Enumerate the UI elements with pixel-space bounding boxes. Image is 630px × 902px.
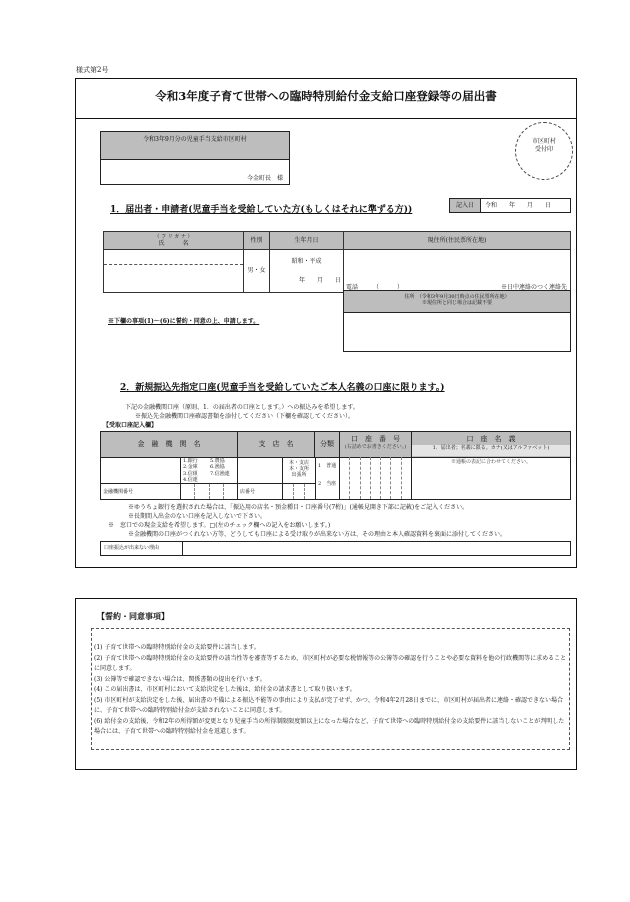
bank-name-header: 金 融 機 関 名: [101, 432, 238, 457]
name-label: 氏 名: [158, 239, 189, 247]
account-type-1: 1 普通: [318, 463, 337, 469]
bank-type-options[interactable]: [181, 458, 238, 483]
pledge-heading: 【誓約・同意事項】: [97, 611, 169, 621]
reception-stamp-area: [515, 122, 573, 180]
previous-address-label: 住所 （令和3年9月30日時点の住民票所在地）: [404, 294, 510, 300]
previous-address-note: ※現住所と同じ場合は記載不要: [421, 300, 492, 306]
section2-intro-note: ※振込先金融機関口座確認書類を添付してください（下欄を確認してください）。: [135, 413, 355, 420]
account-holder-header: 口 座 名 義: [466, 435, 516, 443]
note-dormant: ※長期間入出金のない口座を記入しないで下さい。: [128, 513, 267, 520]
bank-code-digits[interactable]: [181, 483, 238, 499]
sex-field[interactable]: 男・女: [244, 250, 270, 293]
bank-type-2: 2.金庫: [183, 464, 198, 471]
branch-type-1: 本・支店: [288, 460, 309, 466]
section1-heading: 1．届出者・申請者(児童手当を受給していた方(もしくはそれに準ずる方)): [110, 205, 413, 215]
account-holder-sub2: ※通帳の表記に合わせてください。: [450, 459, 531, 465]
dob-ymd: 年 月 日: [298, 277, 341, 284]
bank-code-label: 金融機関番号: [103, 489, 134, 495]
form-number: 様式第2号: [76, 66, 109, 74]
no-account-reason-field[interactable]: [183, 542, 570, 555]
account-holder-field[interactable]: [412, 468, 570, 499]
section2-intro: 下記の金融機関口座（原則、1．の届出者の口座とします。）への振込みを希望します。: [125, 404, 359, 411]
sex-header: 性別: [244, 232, 270, 250]
bank-name-field[interactable]: [101, 457, 181, 483]
no-account-reason-label: 口座振込が出来ない理由: [101, 542, 183, 555]
bank-type-4: 4.信連: [183, 476, 198, 483]
account-number-field[interactable]: [340, 457, 412, 499]
bank-type-5: 5.農協: [210, 458, 225, 464]
branch-code-field[interactable]: [238, 483, 283, 499]
address-field[interactable]: [344, 250, 571, 293]
note-cash-pickup: ※ 窓口での現金支給を希望します。□(左のチェック欄への記入をお願いします。): [108, 522, 331, 529]
branch-type-options[interactable]: [283, 460, 315, 478]
pledge-item-6: (6) 給付金の支給後、令和2年の所得額が変更となり児童手当の所得制限限度額以上になった場合など、子育て世帯への臨時特別給付金の支給要件に該当しないことが判明した場合には、子育て世帯への臨時特別給付金を返還します。: [94, 717, 565, 735]
pledge-note: ※下欄の事項(1)～(6)に誓約・同意の上、申請します。: [108, 318, 260, 325]
previous-address-header: [344, 291, 570, 313]
entry-date-field[interactable]: 令和 年 月 日: [485, 202, 552, 209]
pledge-item-1: (1) 子育て世帯への臨時特別給付金の支給要件に該当します。: [94, 644, 260, 651]
address-header: 現住所(住民票所在地): [344, 232, 571, 250]
account-holder-sub1: 1．届出者；名義に限る。カナ(又はアルファベット): [412, 445, 570, 456]
pledge-item-2: (2) 子育て世帯への臨時特別給付金の支給要件の該当性等を審査等するため、市区町村が必要な税情報等の公簿等の確認を行うことや必要な資料を他の行政機関等に求めることに同意します。: [94, 654, 567, 672]
no-account-reason-box: [100, 541, 571, 556]
branch-name-field[interactable]: [238, 457, 283, 483]
note-no-account: ※金融機関の口座がつくれない方等、どうしても口座による受け取りが出来ない方は、その理由と本人確認資料を裏面に添付してください。: [128, 531, 507, 538]
phone-note: ※日中連絡のつく連絡先: [500, 283, 567, 291]
title-divider: [76, 118, 576, 119]
account-type-2: 2 当座: [318, 481, 337, 487]
account-number-label: 口 座 番 号: [351, 435, 400, 443]
branch-type-2: 本・支所: [288, 466, 309, 472]
branch-name-header: 支 店 名: [238, 432, 315, 457]
phone-field[interactable]: 電話 （ ）: [346, 283, 404, 291]
previous-address-box[interactable]: [343, 290, 571, 352]
pledge-item-4: (4) この届出書は、市区町村において支給決定をした後は、給付金の請求書として取り扱います。: [94, 686, 356, 693]
branch-type-3: 出張所: [291, 472, 307, 478]
bank-type-3: 3.信組: [183, 470, 198, 477]
bank-code-field[interactable]: [101, 483, 181, 499]
applicant-table: [103, 231, 571, 293]
recipient-box: [100, 131, 290, 185]
account-number-sub: (右詰めでお書きください。): [344, 444, 407, 451]
name-header: [104, 232, 244, 250]
form-title: 令和3年度子育て世帯への臨時特別給付金支給口座登録等の届出書: [155, 89, 497, 103]
name-field[interactable]: [104, 250, 244, 293]
branch-code-digits[interactable]: [283, 483, 315, 499]
recipient-heading: 令和3年9月分の児童手当支給市区町村: [101, 132, 289, 160]
recipient-name: 今金町長 様: [246, 174, 283, 182]
account-number-header: [340, 432, 412, 457]
furigana-label: （ フ リ ガ ナ ）: [154, 233, 193, 240]
branch-code-label: 店番号: [240, 489, 256, 495]
bank-type-6: 6.漁協: [210, 464, 225, 471]
stamp-label-1: 市区町村: [531, 138, 556, 145]
entry-date-box: [449, 198, 571, 213]
bank-type-7: 7.信漁連: [210, 470, 230, 477]
dob-header: 生年月日: [270, 232, 344, 250]
era-options: 昭和・平成: [291, 257, 322, 265]
note-yucho: ※ゆうちょ銀行を選択された場合は、「振込用の店名・預金種目・口座番号(7桁)」(通帳見開き下部に記載)をご記入ください。: [128, 504, 469, 511]
account-type-options[interactable]: [315, 457, 340, 499]
dob-field[interactable]: [270, 250, 344, 293]
pledge-item-3: (3) 公簿等で確認できない場合は、関係書類の提出を行います。: [94, 675, 266, 683]
pledge-item-5: (5) 市区町村が支給決定をした後、届出書の不備による振込不能等の事由により支払が完了せず、かつ、令和4年2月28日までに、市区町村が届出者に連絡・確認できない場合に、子育て世帯への臨時特別給付金が支給されないことに同意します。: [94, 696, 563, 714]
bank-type-1: 1.銀行: [183, 458, 198, 464]
stamp-label-2: 受付印: [534, 145, 553, 153]
section2-heading: 2．新規振込先指定口座(児童手当を受給していたご本人名義の口座に限ります。): [120, 383, 445, 393]
account-box-label: 【受取口座記入欄】: [103, 422, 158, 429]
account-type-header: 分類: [315, 432, 340, 457]
entry-date-label: 記入日: [450, 199, 481, 212]
pledge-items: [94, 643, 570, 738]
account-table: [100, 431, 571, 500]
